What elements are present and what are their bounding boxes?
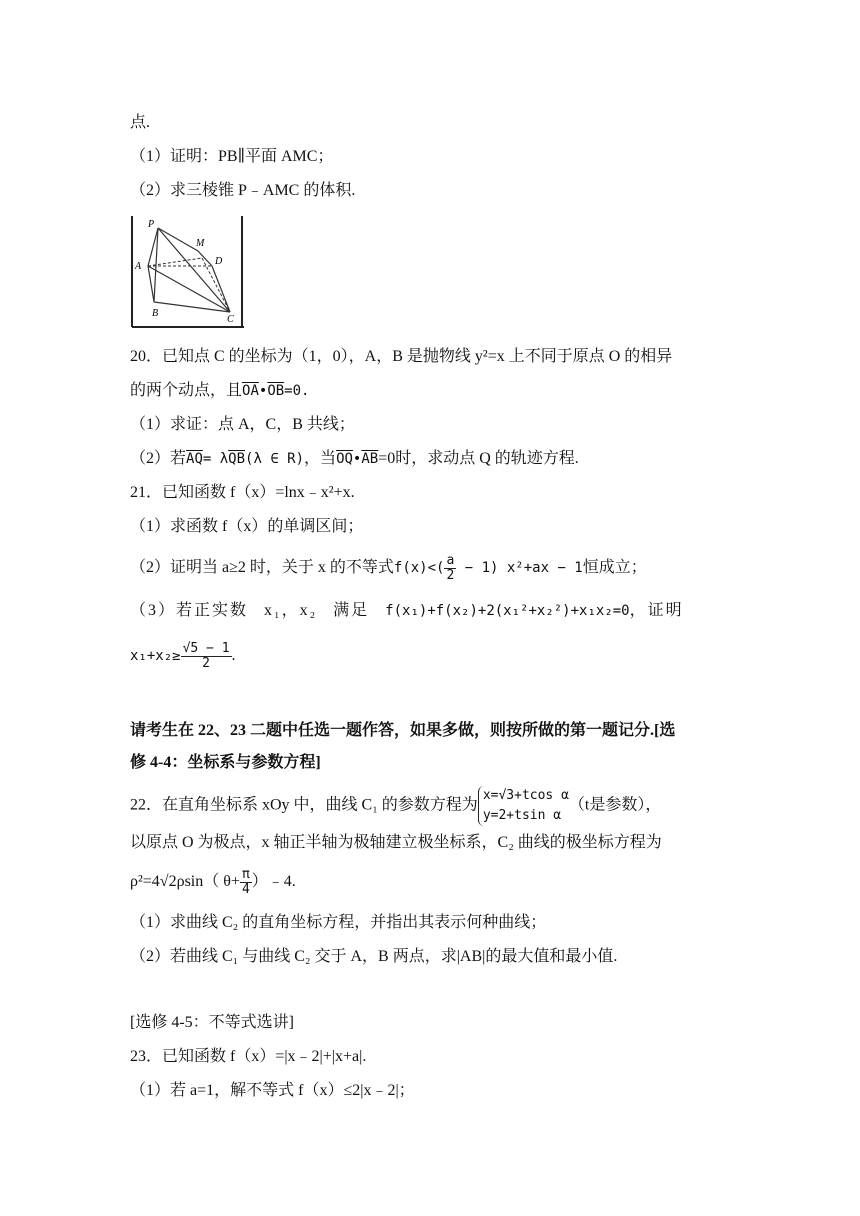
lambda-cond: (λ ∈ R) <box>245 451 305 467</box>
label-d: D <box>215 256 223 267</box>
label-c: C <box>227 314 234 325</box>
conclusion-lhs: x₁+x₂≥ <box>130 648 181 665</box>
q20-part2-pre: （2）若 <box>130 450 187 467</box>
parametric-equations <box>478 786 569 826</box>
q22-line1-post: （t是参数）， <box>568 796 662 814</box>
q22-line1 <box>130 786 661 826</box>
q19-part1: （1）证明：PB∥平面 AMC； <box>130 148 334 165</box>
param-eq-y: y=2+tsin α <box>482 808 562 823</box>
q20-part2-post: =0时，求动点 Q 的轨迹方程. <box>378 450 579 467</box>
param-eq-x: x=√3+tcos α <box>482 788 569 803</box>
section-title-4-5: [选修 4-5：不等式选讲] <box>130 1014 294 1031</box>
q20-line2-pre: 的两个动点，且 <box>130 382 243 399</box>
q21-part2-pre: （2）证明当 a≥2 时，关于 x 的不等式 <box>130 559 394 577</box>
polar-eq-pre: ρ²=4√2ρsin（ θ+ <box>130 873 240 891</box>
q22-part2: （2）若曲线 C₁ 与曲线 C₂ 交于 A，B 两点，求|AB|的最大值和最小值. <box>130 948 618 965</box>
vector-qb: $\overline{QB}$ <box>228 451 246 467</box>
vector-ab: $\overline{AB}$ <box>361 451 379 467</box>
q21-part3 <box>130 600 684 622</box>
dot-operator: • <box>352 451 362 467</box>
label-a: A <box>135 261 142 272</box>
inequality-lhs: f(x)<( <box>393 560 445 577</box>
fraction-denominator: 4 <box>241 882 250 897</box>
fraction-a-over-2 <box>444 554 456 583</box>
vector-oq: $\overline{OQ}$ <box>336 451 353 467</box>
pyramid-figure <box>130 216 244 329</box>
q20-part2-mid: ，当 <box>304 450 337 467</box>
q19-tail: 点. <box>130 114 151 131</box>
label-m: M <box>196 238 205 249</box>
q22-line2: 以原点 O 为极点，x 轴正半轴为极轴建立极坐标系，C₂ 曲线的极坐标方程为 <box>130 834 662 851</box>
q20-line1: 20．已知点 C 的坐标为（1，0），A，B 是抛物线 y²=x 上不同于原点 O 的相异 <box>130 348 673 365</box>
label-b: B <box>152 308 159 319</box>
dot-operator: • <box>258 383 268 399</box>
q20-part1: （1）求证：点 A，C，B 共线； <box>130 416 355 433</box>
vector-ob: $\overline{OB}$ <box>267 383 285 399</box>
section-title-4-4-line1: 请考生在 22、23 二题中任选一题作答，如果多做，则按所做的第一题记分.[选 <box>130 722 676 739</box>
section-title-4-4-line2: 修 4-4：坐标系与参数方程] <box>130 754 321 771</box>
q21-part3-expr: f(x₁)+f(x₂)+2(x₁²+x₂²)+x₁x₂=0 <box>385 603 630 619</box>
q21-part3-conclusion <box>130 642 236 671</box>
vector-oa: $\overline{OA}$ <box>242 383 259 399</box>
fraction-numerator: π <box>241 867 250 882</box>
polar-eq-post: ）﹣4. <box>251 873 296 891</box>
fraction-numerator: a <box>446 553 455 568</box>
fraction-denominator: 2 <box>202 656 210 671</box>
q23-part1: （1）若 a=1，解不等式 f（x）≤2|x﹣2|； <box>130 1082 415 1099</box>
q20-line2 <box>130 380 309 402</box>
fraction-sqrt5-minus-1-over-2 <box>181 642 232 671</box>
label-p: P <box>148 219 155 230</box>
conclusion-end: . <box>231 647 236 665</box>
q22-line1-pre: 22．在直角坐标系 xOy 中，曲线 C₁ 的参数方程为 <box>130 796 478 814</box>
q23-line1: 23．已知函数 f（x）=|x﹣2|+|x+a|. <box>130 1048 367 1065</box>
q20-part2 <box>130 448 579 470</box>
fraction-pi-over-4 <box>240 868 252 897</box>
q21-part2-post: 恒成立； <box>582 559 647 577</box>
q22-line3 <box>130 868 296 897</box>
q22-part1: （1）求曲线 C₂ 的直角坐标方程，并指出其表示何种曲线； <box>130 914 547 931</box>
q21-part3-post: ，证明 <box>629 602 684 619</box>
q20-line2-post: =0. <box>284 383 310 399</box>
lambda-eq: = λ <box>202 451 229 467</box>
q19-part2: （2）求三棱锥 P﹣AMC 的体积. <box>130 182 356 199</box>
fraction-denominator: 2 <box>446 568 455 583</box>
fraction-numerator: √5 − 1 <box>182 641 230 656</box>
q21-part1: （1）求函数 f（x）的单调区间； <box>130 518 364 535</box>
q21-line1: 21．已知函数 f（x）=lnx﹣x²+x. <box>130 484 355 501</box>
q21-part3-pre: （3）若正实数 x₁，x₂ 满足 <box>130 602 370 619</box>
inequality-rhs: − 1) x²+ax − 1 <box>456 560 583 577</box>
q21-part2 <box>130 554 647 583</box>
vector-aq: $\overline{AQ}$ <box>186 451 203 467</box>
